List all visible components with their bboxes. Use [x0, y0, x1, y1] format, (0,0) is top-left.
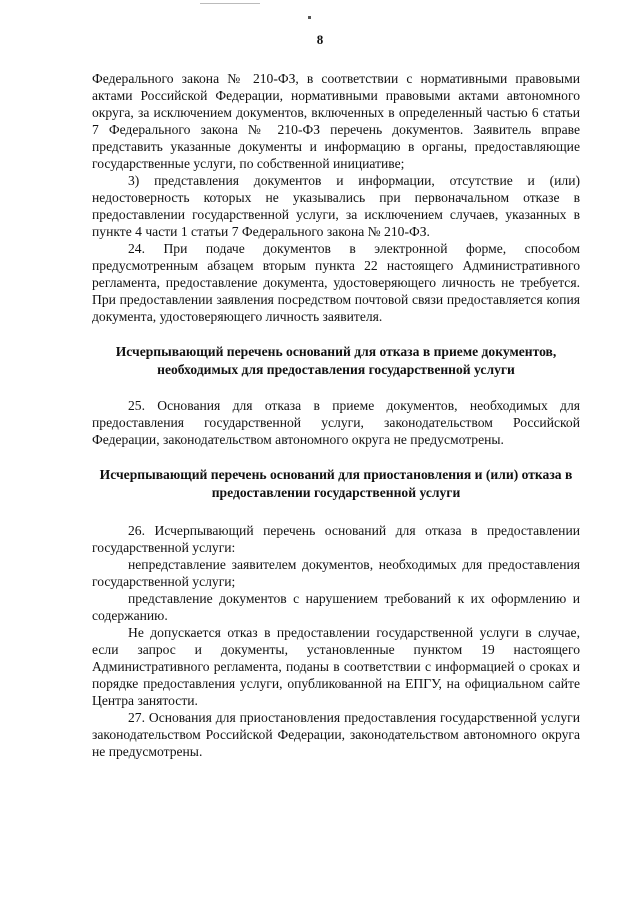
paragraph: 3) представления документов и информации, отсутствие и (или) недостоверность которых не указывались при первоначальном отказе в предоставлении государственной услуги, за исключением случаев, указанных в пункте 4 части 1 статьи 7 Федерального закона № 210-ФЗ.	[92, 173, 580, 239]
section-heading: Исчерпывающий перечень оснований для приостановления и (или) отказа в предоставлении государственной услуги	[99, 467, 573, 500]
document-body	[92, 70, 580, 760]
paragraph: 24. При подаче документов в электронной форме, способом предусмотренным абзацем вторым пункта 22 настоящего Административного регламента, предоставление документа, удостоверяющего личность не требуется. При предоставлении заявления посредством почтовой связи предоставляется копия документа, удостоверяющего личность заявителя.	[92, 241, 580, 324]
page-number: 8	[316, 32, 324, 47]
paragraph: 26. Исчерпывающий перечень оснований для отказа в предоставлении государственной услуги:	[92, 523, 580, 555]
scan-speck	[200, 3, 260, 4]
paragraph: непредставление заявителем документов, необходимых для предоставления государственной услуги;	[92, 557, 580, 589]
paragraph: 25. Основания для отказа в приеме документов, необходимых для предоставления государственной услуги, законодательством Российской Федерации, законодательством автономного округа не предусмотрены.	[92, 398, 580, 447]
paragraph: Не допускается отказ в предоставлении государственной услуги в случае, если запрос и документы, установленные пунктом 19 настоящего Административного регламента, поданы в соответствии с информацией о сроках и порядке предоставления услуги, опубликованной на ЕПГУ, на официальном сайте Центра занятости.	[92, 625, 580, 708]
scan-speck	[308, 16, 311, 19]
paragraph: представление документов с нарушением требований к их оформлению и содержанию.	[92, 591, 580, 623]
paragraph: 27. Основания для приостановления предоставления государственной услуги законодательством Российской Федерации, законодательством автономного округа не предусмотрены.	[92, 710, 580, 759]
paragraph: Федерального закона № 210-ФЗ, в соответствии с нормативными правовыми актами Российской Федерации, нормативными правовыми актами автономного округа, за исключением документов, включенных в определенный частью 6 статьи 7 Федерального закона № 210-ФЗ перечень документов. Заявитель вправе представить указанные документы и информацию в органы, предоставляющие государственные услуги, по собственной инициативе;	[92, 71, 580, 171]
section-heading: Исчерпывающий перечень оснований для отказа в приеме документов, необходимых для предоставления государственной услуги	[115, 344, 557, 377]
